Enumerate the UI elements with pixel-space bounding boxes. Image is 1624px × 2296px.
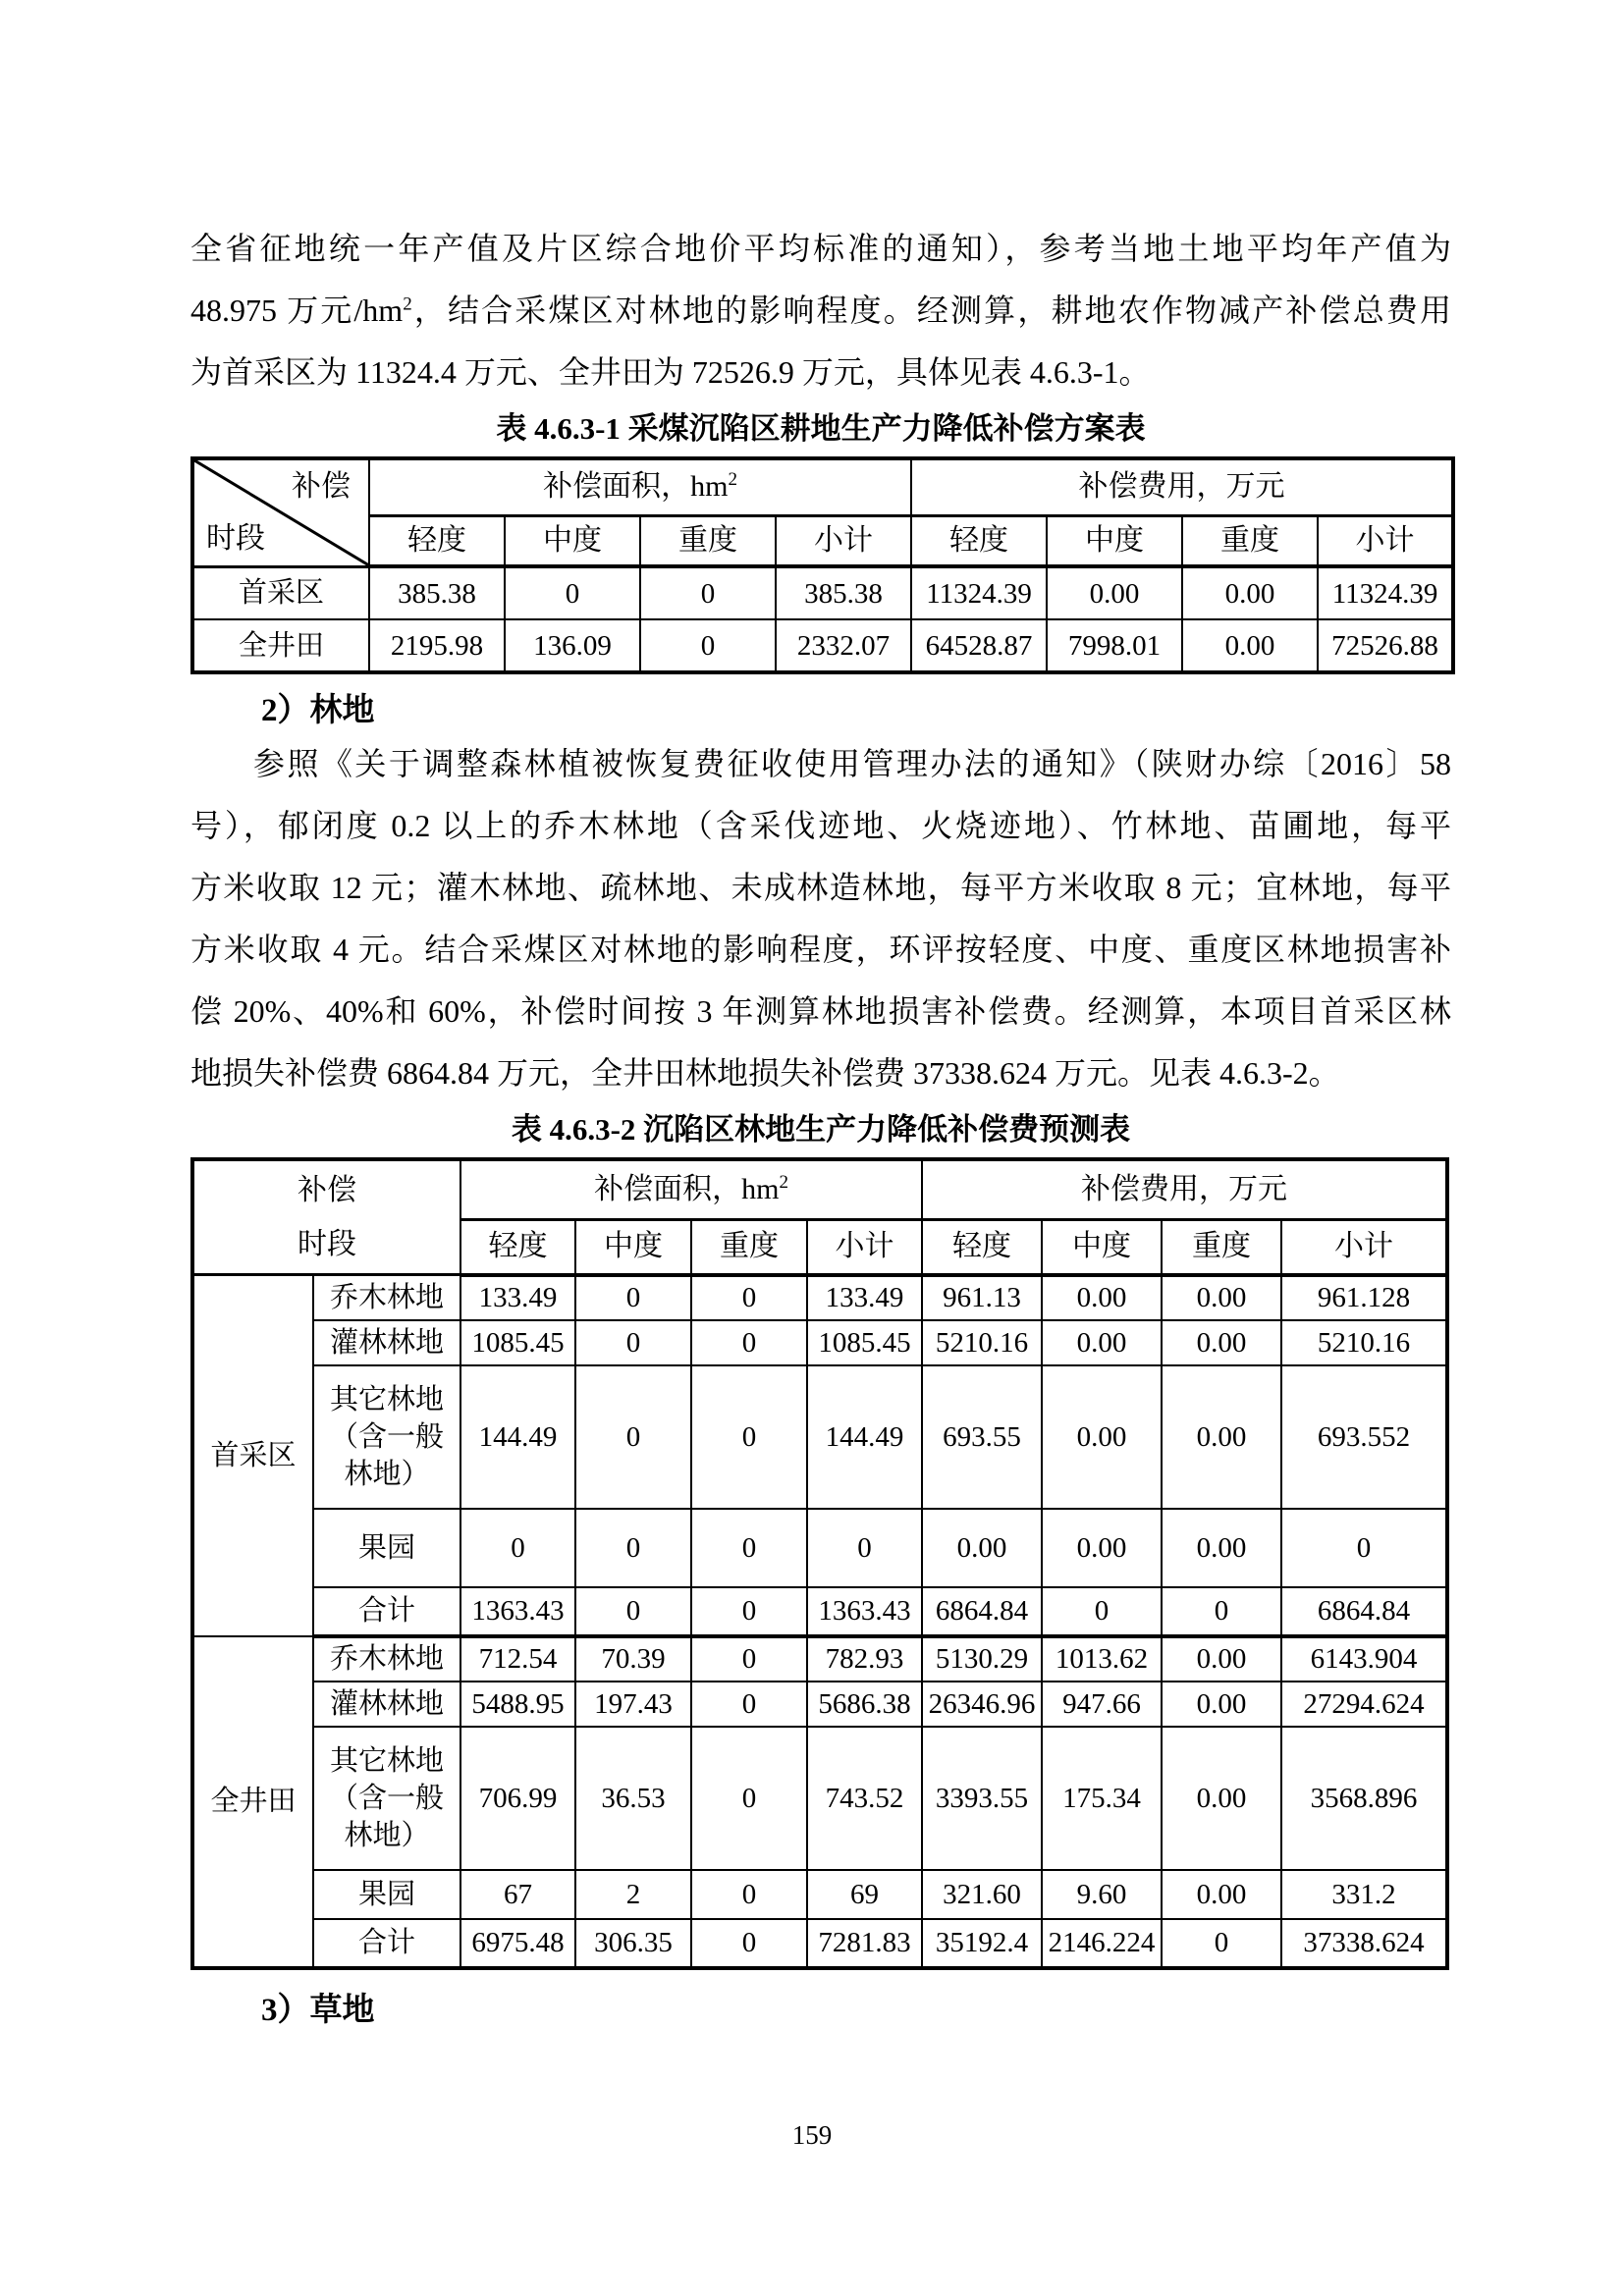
table-row-arbor-forest <box>192 1275 1447 1320</box>
value-cell: 36.53 <box>575 1727 691 1870</box>
header-cell: 轻度 <box>460 1220 575 1275</box>
value-cell: 2 <box>575 1870 691 1919</box>
row-label: 乔木林地 <box>313 1275 460 1320</box>
value-cell: 133.49 <box>807 1275 922 1320</box>
value-cell: 0 <box>691 1275 807 1320</box>
value-cell: 0 <box>691 1870 807 1919</box>
corner-label-period: 时段 <box>298 1227 356 1260</box>
header-cell: 中度 <box>1047 515 1182 566</box>
value-cell: 321.60 <box>922 1870 1042 1919</box>
header-cell: 重度 <box>640 515 776 566</box>
value-cell: 6864.84 <box>1281 1587 1447 1636</box>
value-cell: 0.00 <box>1162 1682 1281 1727</box>
superscript-2: 2 <box>779 1172 788 1194</box>
section-label-whole-minefield: 全井田 <box>192 1636 313 1968</box>
value-cell: 6864.84 <box>922 1587 1042 1636</box>
value-cell: 0 <box>1281 1509 1447 1587</box>
value-cell: 961.13 <box>922 1275 1042 1320</box>
value-cell: 144.49 <box>807 1365 922 1509</box>
table-2-cost-group-header: 补偿费用，万元 <box>922 1159 1447 1220</box>
value-cell: 0.00 <box>1162 1870 1281 1919</box>
table-row-orchard <box>192 1870 1447 1919</box>
paragraph-2-line-3: 方米收取 12 元；灌木林地、疏林地、未成林造林地，每平方米收取 8 元；宜林地，每平 <box>190 870 1451 905</box>
table-row-other-forest <box>192 1727 1447 1870</box>
table-row-orchard <box>192 1509 1447 1587</box>
value-cell: 0 <box>691 1727 807 1870</box>
header-cell: 重度 <box>691 1220 807 1275</box>
page-content <box>190 218 1451 2033</box>
value-cell: 27294.624 <box>1281 1682 1447 1727</box>
value-cell: 0 <box>575 1320 691 1365</box>
table-1-row-whole-minefield <box>192 619 1453 672</box>
value-cell: 0.00 <box>1042 1275 1162 1320</box>
value-cell: 0.00 <box>1162 1275 1281 1320</box>
row-label: 合计 <box>313 1587 460 1636</box>
table-1 <box>190 456 1455 674</box>
value-cell: 64528.87 <box>911 619 1047 672</box>
value-cell: 9.60 <box>1042 1870 1162 1919</box>
area-group-text: 补偿面积，hm <box>543 470 729 504</box>
line-2-text: 48.975 万元/hm <box>190 293 404 328</box>
value-cell: 11324.39 <box>911 566 1047 619</box>
value-cell: 961.128 <box>1281 1275 1447 1320</box>
table-1-row-first-mining-area <box>192 566 1453 619</box>
row-label: 果园 <box>313 1509 460 1587</box>
value-cell: 0 <box>640 619 776 672</box>
table-1-group-header-row <box>192 458 1453 515</box>
paragraph-2-line-5: 偿 20%、40%和 60%，补偿时间按 3 年测算林地损害补偿费。经测算，本项目首采区林 <box>190 993 1451 1029</box>
value-cell: 35192.4 <box>922 1919 1042 1968</box>
table-row-shrub-forest <box>192 1320 1447 1365</box>
line-2-text-cont: ，结合采煤区对林地的影响程度。经测算，耕地农作物减产补偿总费用 <box>411 293 1451 328</box>
row-label: 其它林地（含一般林地） <box>313 1365 460 1509</box>
heading-grass-land: 3）草地 <box>261 1992 375 2028</box>
value-cell: 706.99 <box>460 1727 575 1870</box>
value-cell: 782.93 <box>807 1636 922 1682</box>
table-row-subtotal <box>192 1587 1447 1636</box>
value-cell: 197.43 <box>575 1682 691 1727</box>
paragraph-1-line-1: 全省征地统一年产值及片区综合地价平均标准的通知），参考当地土地平均年产值为 <box>190 231 1451 266</box>
header-cell: 中度 <box>1042 1220 1162 1275</box>
value-cell: 5130.29 <box>922 1636 1042 1682</box>
header-cell: 轻度 <box>911 515 1047 566</box>
table-2-group-header-row <box>192 1159 1447 1220</box>
value-cell: 11324.39 <box>1318 566 1453 619</box>
row-label: 灌林林地 <box>313 1682 460 1727</box>
superscript-2: 2 <box>403 294 412 315</box>
value-cell: 1363.43 <box>807 1587 922 1636</box>
value-cell: 947.66 <box>1042 1682 1162 1727</box>
paragraph-2 <box>190 733 1451 1104</box>
value-cell: 1085.45 <box>460 1320 575 1365</box>
header-cell: 中度 <box>575 1220 691 1275</box>
table-2 <box>190 1157 1449 1970</box>
value-cell: 0.00 <box>1162 1636 1281 1682</box>
value-cell: 306.35 <box>575 1919 691 1968</box>
value-cell: 385.38 <box>776 566 911 619</box>
value-cell: 0 <box>691 1587 807 1636</box>
value-cell: 37338.624 <box>1281 1919 1447 1968</box>
value-cell: 0 <box>691 1365 807 1509</box>
value-cell: 2332.07 <box>776 619 911 672</box>
table-row-other-forest <box>192 1365 1447 1509</box>
superscript-2: 2 <box>728 469 737 491</box>
value-cell: 6975.48 <box>460 1919 575 1968</box>
value-cell: 0 <box>807 1509 922 1587</box>
value-cell: 0 <box>575 1365 691 1509</box>
paragraph-1 <box>190 218 1451 403</box>
value-cell: 6143.904 <box>1281 1636 1447 1682</box>
value-cell: 0 <box>505 566 640 619</box>
table-2-title: 表 4.6.3-2 沉陷区林地生产力降低补偿费预测表 <box>511 1112 1131 1147</box>
row-label: 灌林林地 <box>313 1320 460 1365</box>
value-cell: 136.09 <box>505 619 640 672</box>
value-cell: 0.00 <box>1162 1320 1281 1365</box>
value-cell: 0.00 <box>1047 566 1182 619</box>
header-cell: 轻度 <box>922 1220 1042 1275</box>
row-label: 果园 <box>313 1870 460 1919</box>
value-cell: 7281.83 <box>807 1919 922 1968</box>
header-cell: 轻度 <box>369 515 505 566</box>
value-cell: 0 <box>575 1587 691 1636</box>
row-label: 首采区 <box>192 566 369 619</box>
header-cell: 重度 <box>1182 515 1318 566</box>
row-label: 乔木林地 <box>313 1636 460 1682</box>
value-cell: 5488.95 <box>460 1682 575 1727</box>
value-cell: 0 <box>640 566 776 619</box>
value-cell: 0.00 <box>1042 1509 1162 1587</box>
value-cell: 0.00 <box>1162 1365 1281 1509</box>
table-row-arbor-forest <box>192 1636 1447 1682</box>
paragraph-2-line-1: 参照《关于调整森林植被恢复费征收使用管理办法的通知》（陕财办综〔2016〕58 <box>253 746 1451 781</box>
value-cell: 0 <box>691 1682 807 1727</box>
corner-label-compensation: 补偿 <box>292 470 351 503</box>
value-cell: 0 <box>575 1509 691 1587</box>
header-cell: 小计 <box>776 515 911 566</box>
header-cell: 重度 <box>1162 1220 1281 1275</box>
value-cell: 385.38 <box>369 566 505 619</box>
value-cell: 0 <box>1162 1919 1281 1968</box>
paragraph-1-line-2 <box>190 280 1451 342</box>
value-cell: 72526.88 <box>1318 619 1453 672</box>
value-cell: 3393.55 <box>922 1727 1042 1870</box>
value-cell: 0 <box>691 1509 807 1587</box>
header-cell: 小计 <box>1318 515 1453 566</box>
value-cell: 5210.16 <box>1281 1320 1447 1365</box>
row-label: 合计 <box>313 1919 460 1968</box>
value-cell: 0 <box>460 1509 575 1587</box>
header-cell: 小计 <box>807 1220 922 1275</box>
table-2-area-group-header <box>460 1159 922 1220</box>
value-cell: 0 <box>1162 1587 1281 1636</box>
header-cell: 中度 <box>505 515 640 566</box>
heading-forest-land: 2）林地 <box>261 693 375 728</box>
value-cell: 0 <box>575 1275 691 1320</box>
value-cell: 0 <box>1042 1587 1162 1636</box>
value-cell: 67 <box>460 1870 575 1919</box>
value-cell: 5686.38 <box>807 1682 922 1727</box>
value-cell: 5210.16 <box>922 1320 1042 1365</box>
value-cell: 7998.01 <box>1047 619 1182 672</box>
paragraph-2-line-2: 号），郁闭度 0.2 以上的乔木林地（含采伐迹地、火烧迹地）、竹林地、苗圃地，每平 <box>190 808 1451 843</box>
value-cell: 26346.96 <box>922 1682 1042 1727</box>
value-cell: 0.00 <box>1162 1509 1281 1587</box>
value-cell: 1013.62 <box>1042 1636 1162 1682</box>
table-2-corner-cell <box>192 1159 460 1275</box>
value-cell: 0 <box>691 1636 807 1682</box>
value-cell: 712.54 <box>460 1636 575 1682</box>
table-1-area-group-header <box>369 458 911 515</box>
value-cell: 3568.896 <box>1281 1727 1447 1870</box>
table-row-subtotal <box>192 1919 1447 1968</box>
paragraph-1-line-3: 为首采区为 11324.4 万元、全井田为 72526.9 万元，具体见表 4.6.3-1。 <box>190 354 1151 390</box>
paragraph-2-line-4: 方米收取 4 元。结合采煤区对林地的影响程度，环评按轻度、中度、重度区林地损害补 <box>190 932 1451 967</box>
value-cell: 0.00 <box>1182 619 1318 672</box>
table-1-title: 表 4.6.3-1 采煤沉陷区耕地生产力降低补偿方案表 <box>496 411 1146 446</box>
value-cell: 743.52 <box>807 1727 922 1870</box>
value-cell: 0 <box>691 1919 807 1968</box>
value-cell: 0 <box>691 1320 807 1365</box>
value-cell: 70.39 <box>575 1636 691 1682</box>
value-cell: 0.00 <box>1182 566 1318 619</box>
value-cell: 0.00 <box>1162 1727 1281 1870</box>
table-row-shrub-forest <box>192 1682 1447 1727</box>
value-cell: 0.00 <box>1042 1365 1162 1509</box>
area-group-text: 补偿面积，hm <box>594 1173 780 1206</box>
page-number: 159 <box>791 2120 833 2150</box>
table-1-corner-cell <box>192 458 369 566</box>
value-cell: 331.2 <box>1281 1870 1447 1919</box>
value-cell: 175.34 <box>1042 1727 1162 1870</box>
value-cell: 693.55 <box>922 1365 1042 1509</box>
row-label: 全井田 <box>192 619 369 672</box>
value-cell: 1363.43 <box>460 1587 575 1636</box>
row-label: 其它林地（含一般林地） <box>313 1727 460 1870</box>
value-cell: 69 <box>807 1870 922 1919</box>
table-1-sub-header-row <box>192 515 1453 566</box>
corner-label-period: 时段 <box>206 521 265 555</box>
table-1-cost-group-header: 补偿费用，万元 <box>911 458 1453 515</box>
value-cell: 2146.224 <box>1042 1919 1162 1968</box>
corner-label-compensation: 补偿 <box>298 1173 356 1206</box>
value-cell: 144.49 <box>460 1365 575 1509</box>
value-cell: 2195.98 <box>369 619 505 672</box>
section-label-first-mining-area: 首采区 <box>192 1275 313 1636</box>
paragraph-2-line-6: 地损失补偿费 6864.84 万元，全井田林地损失补偿费 37338.624 万元。见表 4.6.3-2。 <box>190 1055 1340 1091</box>
header-cell: 小计 <box>1281 1220 1447 1275</box>
value-cell: 1085.45 <box>807 1320 922 1365</box>
value-cell: 133.49 <box>460 1275 575 1320</box>
value-cell: 0.00 <box>922 1509 1042 1587</box>
value-cell: 693.552 <box>1281 1365 1447 1509</box>
value-cell: 0.00 <box>1042 1320 1162 1365</box>
